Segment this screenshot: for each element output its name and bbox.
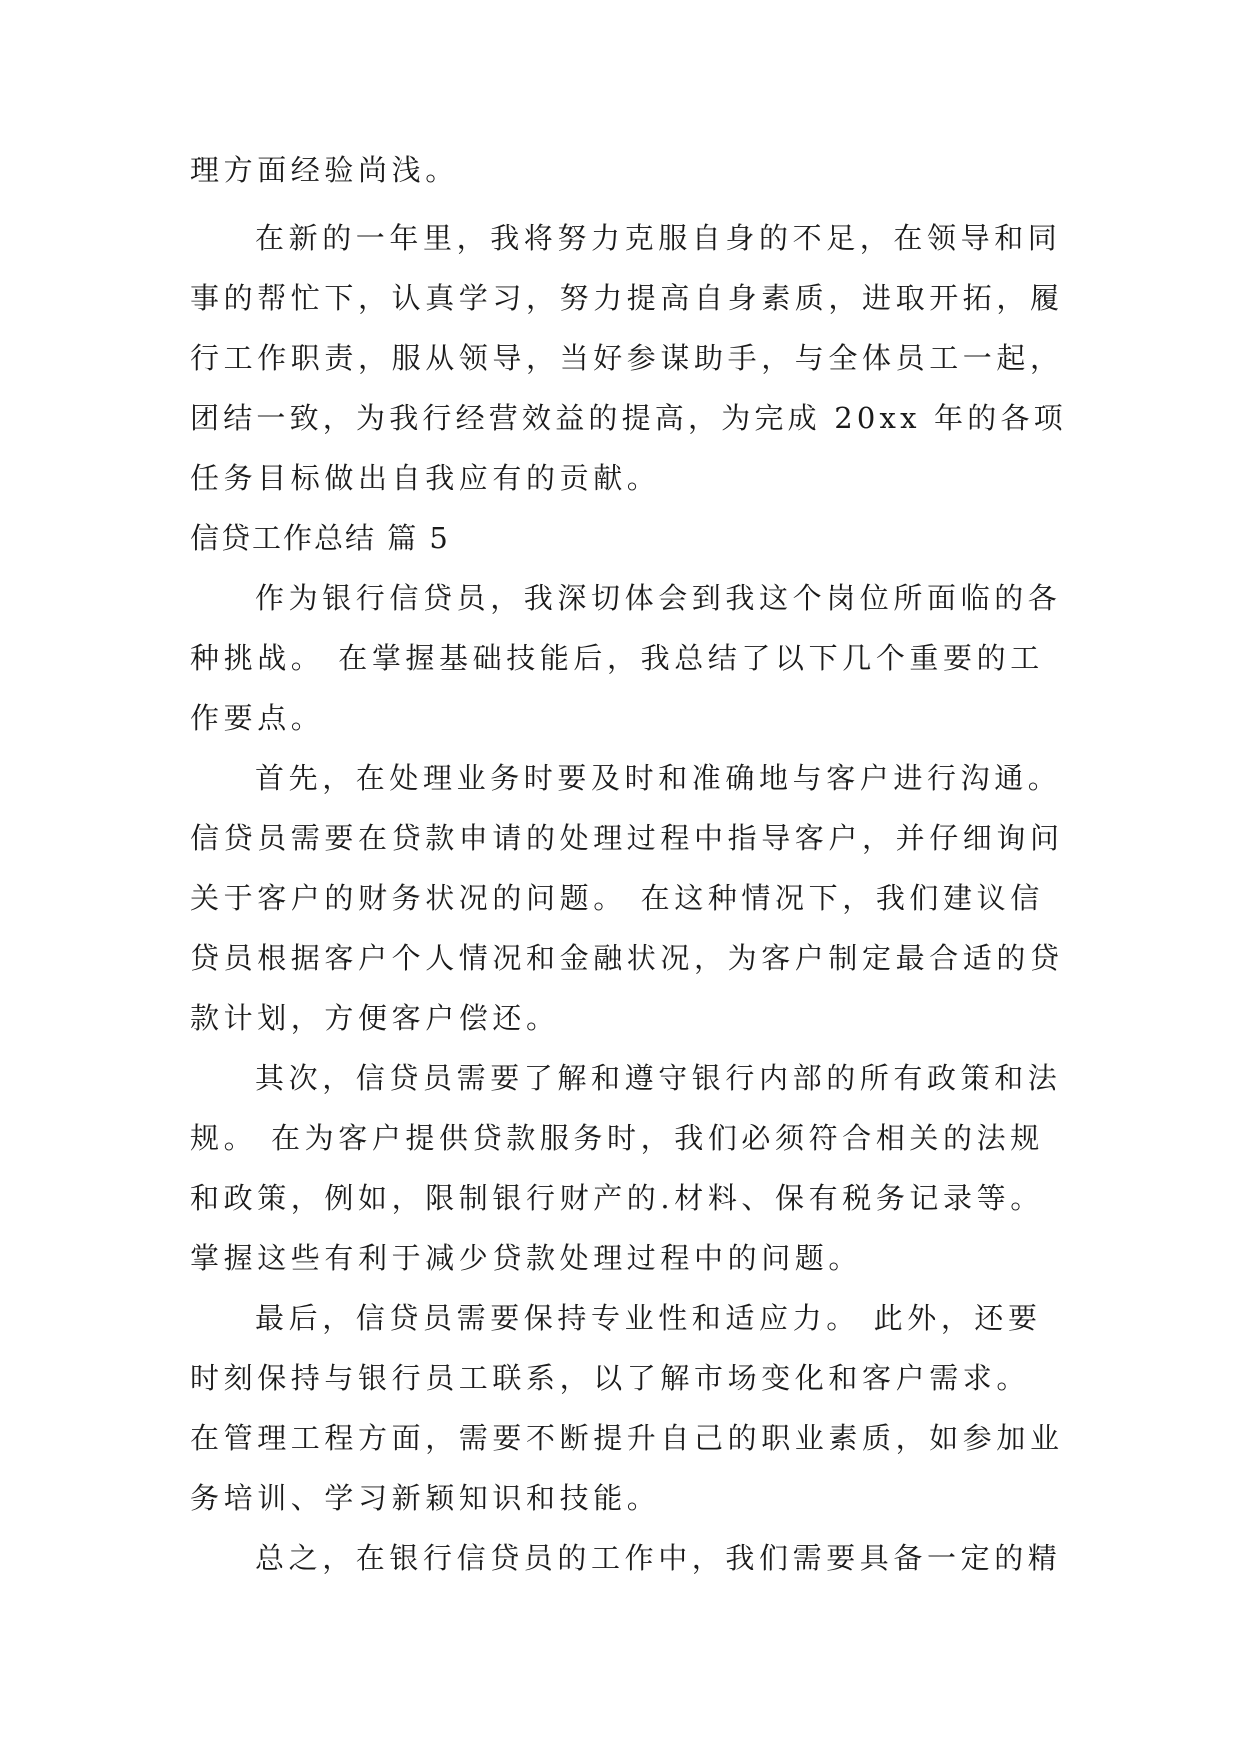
text-line: 关于客户的财务状况的问题。 在这种情况下，我们建议信 (190, 881, 1044, 915)
paragraph-first-line: 总之，在银行信贷员的工作中，我们需要具备一定的精 (255, 1541, 1062, 1575)
text-line: 行工作职责，服从领导，当好参谋助手，与全体员工一起， (190, 341, 1064, 375)
text-line: 作要点。 (190, 701, 325, 735)
text-line: 掌握这些有利于减少贷款处理过程中的问题。 (190, 1241, 863, 1275)
text-line: 事的帮忙下，认真学习，努力提高自身素质，进取开拓，履 (190, 281, 1064, 315)
text-line: 任务目标做出自我应有的贡献。 (190, 461, 661, 495)
text-line: 团结一致，为我行经营效益的提高，为完成 20xx 年的各项 (190, 401, 1067, 435)
text-line: 时刻保持与银行员工联系，以了解市场变化和客户需求。 (190, 1361, 1031, 1395)
text-line: 理方面经验尚浅。 (190, 153, 459, 187)
paragraph-first-line: 在新的一年里，我将努力克服自身的不足，在领导和同 (255, 221, 1062, 255)
text-line: 种挑战。 在掌握基础技能后，我总结了以下几个重要的工 (190, 641, 1044, 675)
text-line: 贷员根据客户个人情况和金融状况，为客户制定最合适的贷 (190, 941, 1064, 975)
paragraph-first-line: 首先，在处理业务时要及时和准确地与客户进行沟通。 (255, 761, 1062, 795)
paragraph-first-line: 最后，信贷员需要保持专业性和适应力。 此外，还要 (255, 1301, 1042, 1335)
paragraph-first-line: 其次，信贷员需要了解和遵守银行内部的所有政策和法 (255, 1061, 1062, 1095)
text-line: 规。 在为客户提供贷款服务时，我们必须符合相关的法规 (190, 1121, 1044, 1155)
text-line: 在管理工程方面，需要不断提升自己的职业素质，如参加业 (190, 1421, 1064, 1455)
text-line: 和政策，例如，限制银行财产的.材料、保有税务记录等。 (190, 1181, 1044, 1215)
text-line: 款计划，方便客户偿还。 (190, 1001, 560, 1035)
text-line: 务培训、学习新颖知识和技能。 (190, 1481, 661, 1515)
text-line: 信贷员需要在贷款申请的处理过程中指导客户，并仔细询问 (190, 821, 1064, 855)
section-heading: 信贷工作总结 篇 5 (190, 521, 450, 555)
paragraph-first-line: 作为银行信贷员，我深切体会到我这个岗位所面临的各 (255, 581, 1062, 615)
